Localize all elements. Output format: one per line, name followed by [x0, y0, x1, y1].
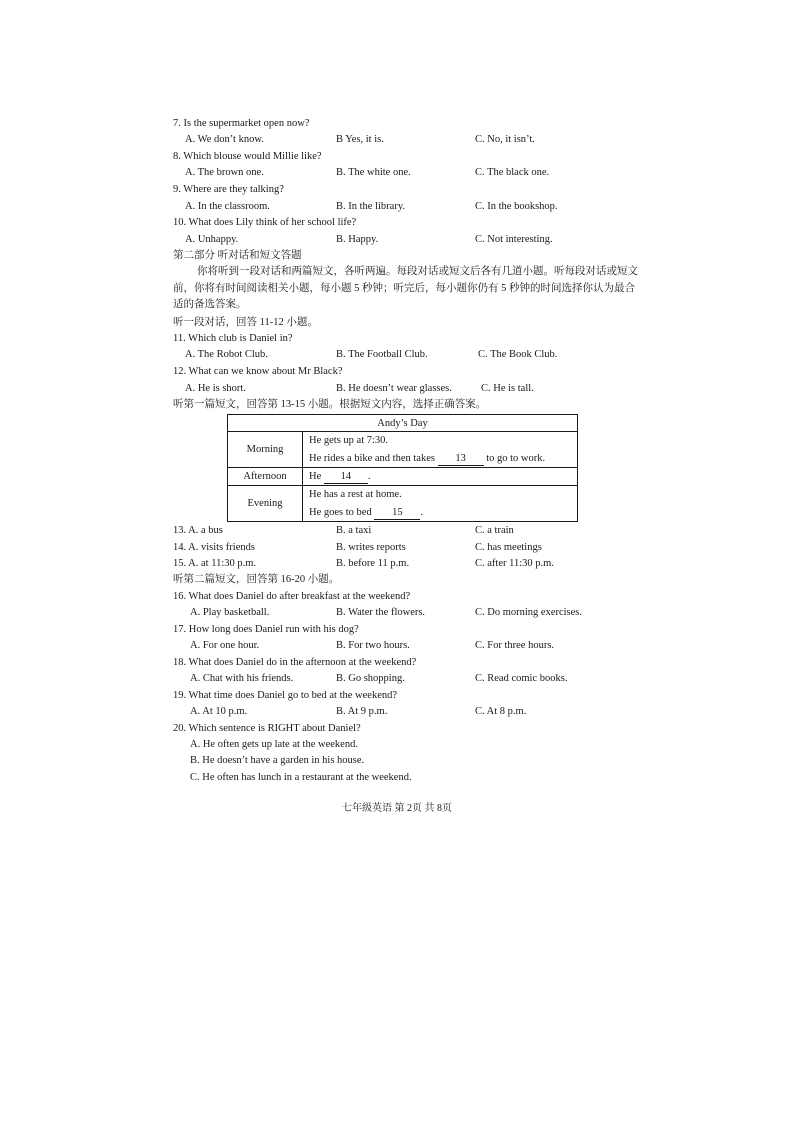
q18-option-c: C. Read comic books.: [475, 673, 568, 684]
q7-option-b: B Yes, it is.: [336, 134, 384, 145]
question-12: 12. What can we know about Mr Black?: [173, 366, 343, 377]
q9-option-a: A. In the classroom.: [185, 201, 270, 212]
q14-option-a: 14. A. visits friends: [173, 542, 255, 553]
question-8: 8. Which blouse would Millie like?: [173, 151, 322, 162]
q20-option-a: A. He often gets up late at the weekend.: [190, 739, 358, 750]
q14-option-b: B. writes reports: [336, 542, 406, 553]
q20-option-b: B. He doesn’t have a garden in his house.: [190, 755, 365, 766]
q16-option-c: C. Do morning exercises.: [475, 607, 583, 618]
blank-13: 13: [438, 452, 484, 466]
q8-option-a: A. The brown one.: [185, 167, 264, 178]
question-19: 19. What time does Daniel go to bed at the weekend?: [173, 690, 398, 701]
q19-option-b: B. At 9 p.m.: [336, 706, 388, 717]
q17-option-c: C. For three hours.: [475, 640, 555, 651]
dialogue-intro: 听一段对话，回答 11-12 小题。: [173, 317, 318, 328]
q19-option-c: C. At 8 p.m.: [475, 706, 527, 717]
q8-option-b: B. The white one.: [336, 167, 411, 178]
q12-option-b: B. He doesn’t wear glasses.: [336, 383, 452, 394]
question-20: 20. Which sentence is RIGHT about Daniel?: [173, 723, 361, 734]
q7-option-a: A. We don’t know.: [185, 134, 264, 145]
part2-instructions: 你将听到一段对话和两篇短文，各听两遍。每段对话或短文后各有几道小题。听每段对话或短文前，你将有时间阅读相关小题，每小题 5 秒钟；听完后，每小题你仍有 5 秒钟的时间选择你认为最合适的备选答案。: [173, 266, 638, 310]
q13-option-b: B. a taxi: [336, 525, 372, 536]
question-10: 10. What does Lily think of her school life?: [173, 217, 357, 228]
q15-option-c: C. after 11:30 p.m.: [475, 558, 554, 569]
afternoon-text: He: [309, 470, 322, 482]
evening-line-2: [309, 504, 571, 522]
question-9: 9. Where are they talking?: [173, 184, 284, 195]
morning-cell: [303, 432, 578, 468]
andys-day-table: [227, 414, 578, 522]
afternoon-label: Afternoon: [228, 468, 303, 486]
q12-option-c: C. He is tall.: [481, 383, 534, 394]
q9-option-c: C. In the bookshop.: [475, 201, 558, 212]
q12-option-a: A. He is short.: [185, 383, 246, 394]
evening-label: Evening: [228, 486, 303, 522]
q13-option-c: C. a train: [475, 525, 514, 536]
evening-line-2-text: He goes to bed: [309, 506, 372, 518]
q9-option-b: B. In the library.: [336, 201, 406, 212]
q11-option-a: A. The Robot Club.: [185, 349, 268, 360]
morning-label: Morning: [228, 432, 303, 468]
question-16: 16. What does Daniel do after breakfast at the weekend?: [173, 591, 411, 602]
q15-option-a: 15. A. at 11:30 p.m.: [173, 558, 257, 569]
table-title: Andy’s Day: [228, 415, 578, 432]
q18-option-a: A. Chat with his friends.: [190, 673, 294, 684]
evening-line-1: He has a rest at home.: [309, 489, 402, 500]
morning-line-1: He gets up at 7:30.: [309, 435, 389, 446]
afternoon-cell: [303, 468, 578, 486]
morning-line-2-end: to go to work.: [486, 452, 546, 464]
q14-option-c: C. has meetings: [475, 542, 542, 553]
q17-option-a: A. For one hour.: [190, 640, 260, 651]
question-7: 7. Is the supermarket open now?: [173, 118, 310, 129]
q19-option-a: A. At 10 p.m.: [190, 706, 248, 717]
afternoon-end: .: [367, 470, 371, 482]
q16-option-b: B. Water the flowers.: [336, 607, 426, 618]
part2-heading: 第二部分 听对话和短文答题: [173, 250, 302, 261]
q10-option-b: B. Happy.: [336, 234, 379, 245]
blank-15: 15: [374, 506, 420, 520]
evening-line-2-end: .: [420, 506, 423, 518]
question-17: 17. How long does Daniel run with his dog?: [173, 624, 359, 635]
q11-option-b: B. The Football Club.: [336, 349, 428, 360]
q18-option-b: B. Go shopping.: [336, 673, 405, 684]
q20-option-c: C. He often has lunch in a restaurant at the weekend.: [190, 772, 412, 783]
q8-option-c: C. The black one.: [475, 167, 550, 178]
q11-option-c: C. The Book Club.: [478, 349, 558, 360]
q7-option-c: C. No, it isn’t.: [475, 134, 535, 145]
question-11: 11. Which club is Daniel in?: [173, 333, 293, 344]
q16-option-a: A. Play basketball.: [190, 607, 270, 618]
evening-cell: [303, 486, 578, 522]
q15-option-b: B. before 11 p.m.: [336, 558, 410, 569]
morning-line-2: [309, 450, 571, 468]
morning-line-2-text: He rides a bike and then takes: [309, 452, 435, 464]
q10-option-c: C. Not interesting.: [475, 234, 553, 245]
q13-option-a: 13. A. a bus: [173, 525, 223, 536]
passage1-intro: 听第一篇短文，回答第 13-15 小题。根据短文内容，选择正确答案。: [173, 399, 487, 410]
question-18: 18. What does Daniel do in the afternoon at the weekend?: [173, 657, 417, 668]
page-footer: 七年级英语 第 2页 共 8页: [342, 803, 452, 814]
q10-option-a: A. Unhappy.: [185, 234, 239, 245]
passage2-intro: 听第二篇短文，回答第 16-20 小题。: [173, 574, 340, 585]
blank-14: 14: [324, 470, 368, 484]
q17-option-b: B. For two hours.: [336, 640, 410, 651]
